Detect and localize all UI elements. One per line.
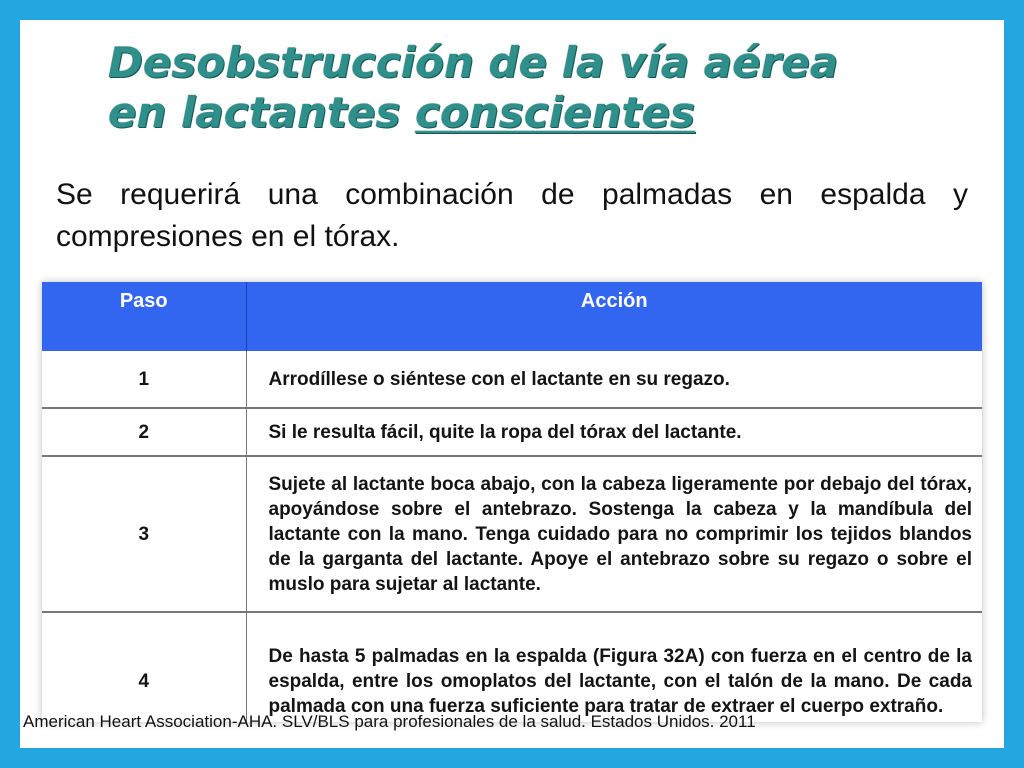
step-action: Si le resulta fácil, quite la ropa del tórax del lactante. — [246, 408, 982, 456]
table-row — [42, 351, 982, 408]
table-row — [42, 408, 982, 456]
step-number: 3 — [42, 456, 246, 612]
steps-table-image — [42, 282, 982, 722]
step-action: De hasta 5 palmadas en la espalda (Figura 32A) con fuerza en el centro de la espalda, entre los omoplatos del lactante, con el talón de la mano. De cada palmada con una fuerza suficiente para tratar de extraer el cuerpo extraño. — [246, 612, 982, 722]
title-underlined-word: conscientes — [415, 88, 696, 137]
table-row — [42, 612, 982, 722]
steps-table — [42, 282, 982, 722]
step-action: Arrodíllese o siéntese con el lactante en su regazo. — [246, 351, 982, 408]
slide — [20, 20, 1004, 748]
title-line-2-prefix: en lactantes — [108, 88, 416, 137]
title-line-2 — [108, 88, 928, 138]
step-number: 4 — [42, 612, 246, 722]
intro-text: Se requerirá una combinación de palmadas en espalda y compresiones en el tórax. — [56, 178, 968, 253]
title-line-1: Desobstrucción de la vía aérea — [108, 38, 839, 87]
table-header-row — [42, 282, 982, 351]
step-number: 1 — [42, 351, 246, 408]
step-number: 2 — [42, 408, 246, 456]
table-row — [42, 456, 982, 612]
source-citation: American Heart Association-AHA. SLV/BLS para profesionales de la salud. Estados Unidos. 2011 — [23, 712, 756, 731]
header-action: Acción — [246, 282, 982, 351]
slide-title — [108, 38, 928, 138]
header-step: Paso — [42, 282, 246, 351]
step-action: Sujete al lactante boca abajo, con la cabeza ligeramente por debajo del tórax, apoyándose sobre el antebrazo. Sostenga la cabeza y la mandíbula del lactante con la mano. Tenga cuidado para no comprimir los tejidos blandos de la garganta del lactante. Apoye el antebrazo sobre su regazo o sobre el muslo para sujetar al lactante. — [246, 456, 982, 612]
